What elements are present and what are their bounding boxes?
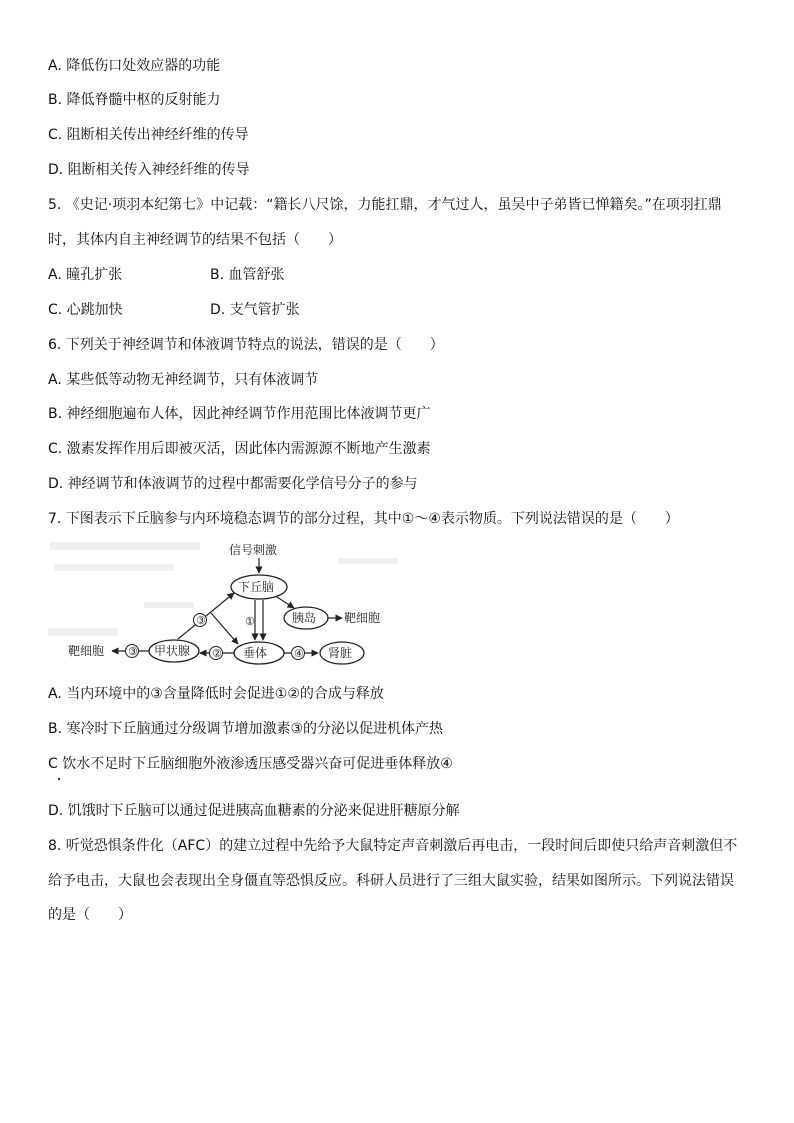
hypothalamus-label: 下丘脑 — [238, 580, 275, 594]
q7-option-a: A. 当内环境中的③含量降低时会促进①②的合成与释放 — [48, 686, 384, 702]
substance-2-label: ② — [212, 647, 222, 660]
pancreas-islet-label: 胰岛 — [292, 611, 317, 625]
substance-1-label: ① — [245, 615, 255, 628]
q8-stem-line3: 的是（ ） — [48, 907, 132, 923]
q6-option-b: B. 神经细胞遍布人体，因此神经调节作用范围比体液调节更广 — [48, 406, 431, 422]
substance-4-label: ④ — [294, 647, 304, 660]
q5-option-b: B. 血管舒张 — [210, 267, 285, 283]
q5-option-d: D. 支气管扩张 — [210, 302, 300, 318]
q6-option-d: D. 神经调节和体液调节的过程中都需要化学信号分子的参与 — [48, 476, 418, 492]
q6-option-c: C. 激素发挥作用后即被灭活，因此体内需源源不断地产生激素 — [48, 441, 431, 457]
q4-option-a: A. 降低伤口处效应器的功能 — [48, 58, 221, 74]
q5-option-c: C. 心跳加快 — [48, 302, 123, 318]
feedback-to-pituitary-arrow — [211, 613, 238, 644]
q7-option-c: C 饮水不足时下丘脑细胞外液渗透压感受器兴奋可促进垂体释放④ — [48, 756, 453, 772]
thyroid-feedback-arrow — [178, 593, 234, 639]
q6-option-a: A. 某些低等动物无神经调节，只有体液调节 — [48, 372, 319, 388]
q5-stem-line1: 5. 《史记·项羽本纪第七》中记载：“籍长八尺馀，力能扛鼎，才气过人，虽吴中子弟皆已惮籍矣。”在项羽扛鼎 — [48, 197, 722, 213]
q5-option-a: A. 瞳孔扩张 — [48, 267, 123, 283]
scan-dot — [58, 778, 60, 780]
target-cell-left-label: 靶细胞 — [68, 644, 105, 658]
hypothalamus-to-islet-arrow — [277, 597, 294, 608]
substance-3b-label: ③ — [128, 645, 138, 658]
thyroid-label: 甲状腺 — [154, 644, 191, 658]
q8-stem-line2: 给予电击，大鼠也会表现出全身僵直等恐惧反应。科研人员进行了三组大鼠实验，结果如图所示。下列说法错误 — [48, 873, 734, 889]
q4-option-d: D. 阻断相关传入神经纤维的传导 — [48, 162, 250, 178]
q6-stem: 6. 下列关于神经调节和体液调节特点的说法，错误的是（ ） — [48, 337, 444, 353]
substance-3a-label: ③ — [196, 614, 206, 627]
target-cell-right-label: 靶细胞 — [344, 611, 381, 625]
q5-stem-line2: 时，其体内自主神经调节的结果不包括（ ） — [48, 232, 342, 248]
signal-stimulus-label: 信号刺激 — [229, 543, 278, 557]
q4-option-c: C. 阻断相关传出神经纤维的传导 — [48, 127, 249, 143]
q4-option-b: B. 降低脊髓中枢的反射能力 — [48, 92, 221, 108]
q8-stem-line1: 8. 听觉恐惧条件化（AFC）的建立过程中先给予大鼠特定声音刺激后再电击，一段时间后即使只给声音刺激但不 — [48, 838, 738, 854]
q7-option-d: D. 饥饿时下丘脑可以通过促进胰高血糖素的分泌来促进肝糖原分解 — [48, 803, 460, 819]
q7-option-b: B. 寒冷时下丘脑通过分级调节增加激素③的分泌以促进机体产热 — [48, 721, 444, 737]
hypothalamus-regulation-diagram — [48, 538, 408, 674]
kidney-label: 肾脏 — [328, 646, 353, 660]
q7-stem: 7. 下图表示下丘脑参与内环境稳态调节的部分过程，其中①～④表示物质。下列说法错误的是（ ） — [48, 511, 679, 527]
pituitary-label: 垂体 — [243, 646, 268, 660]
